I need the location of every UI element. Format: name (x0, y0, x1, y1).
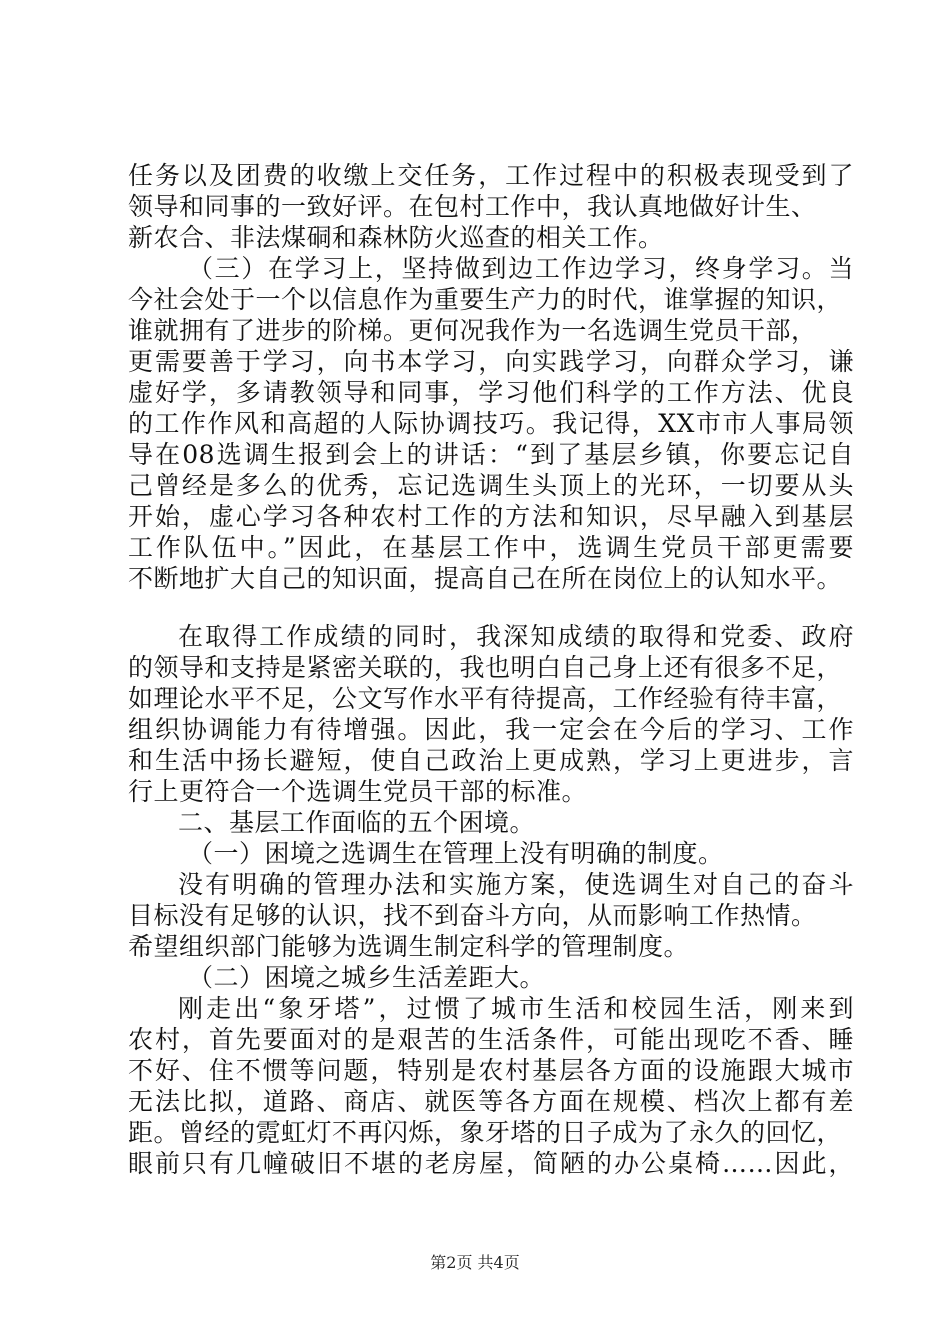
text-line: 更需要善于学习，向书本学习，向实践学习，向群众学习，谦 (128, 347, 854, 376)
text-line: 在取得工作成绩的同时，我深知成绩的取得和党委、政府 (178, 622, 854, 651)
text-line: 眼前只有几幢破旧不堪的老房屋，简陋的办公桌椅……因此， (128, 1149, 854, 1178)
text-line: 距。曾经的霓虹灯不再闪烁，象牙塔的日子成为了永久的回忆， (128, 1118, 843, 1147)
text-line: （三）在学习上，坚持做到边工作边学习，终身学习。当 (188, 254, 854, 283)
text-line: 的工作作风和高超的人际协调技巧。我记得，XX市市人事局领 (128, 409, 854, 438)
document-body (128, 160, 854, 1179)
text-line: 新农合、非法煤硐和森林防火巡查的相关工作。 (128, 223, 664, 252)
text-line: 无法比拟，道路、商店、就医等各方面在规模、档次上都有差 (128, 1087, 854, 1116)
text-line: 工作队伍中。”因此，在基层工作中，选调生党员干部更需要 (128, 533, 854, 562)
page-number-footer: 第2页 共4页 (430, 1253, 520, 1272)
subsection-heading: （一）困境之选调生在管理上没有明确的制度。 (188, 839, 724, 868)
text-line: 任务以及团费的收缴上交任务，工作过程中的积极表现受到了 (128, 161, 854, 190)
subsection-heading: （二）困境之城乡生活差距大。 (188, 963, 546, 992)
text-line: 刚走出“象牙塔”，过惯了城市生活和校园生活，刚来到 (178, 994, 854, 1023)
text-line: 的领导和支持是紧密关联的，我也明白自己身上还有很多不足， (128, 653, 843, 682)
text-line: 如理论水平不足，公文写作水平有待提高，工作经验有待丰富， (128, 684, 843, 713)
text-line: 领导和同事的一致好评。在包村工作中，我认真地做好计生、 (128, 192, 817, 221)
text-line: 行上更符合一个选调生党员干部的标准。 (128, 777, 588, 806)
text-line: 没有明确的管理办法和实施方案，使选调生对自己的奋斗 (178, 870, 854, 899)
text-line: 导在08选调生报到会上的讲话：“到了基层乡镇，你要忘记自 (128, 440, 854, 469)
text-line: 目标没有足够的认识，找不到奋斗方向，从而影响工作热情。 (128, 901, 817, 930)
text-line: 组织协调能力有待增强。因此，我一定会在今后的学习、工作 (128, 715, 854, 744)
paragraph-gap (128, 594, 854, 621)
text-line: 希望组织部门能够为选调生制定科学的管理制度。 (128, 932, 690, 961)
text-line: 虚好学，多请教领导和同事，学习他们科学的工作方法、优良 (128, 378, 854, 407)
text-line: 农村，首先要面对的是艰苦的生活条件，可能出现吃不香、睡 (128, 1025, 854, 1054)
section-heading: 二、基层工作面临的五个困境。 (178, 808, 536, 837)
text-line: 不好、住不惯等问题，特别是农村基层各方面的设施跟大城市 (128, 1056, 854, 1085)
text-line: 不断地扩大自己的知识面，提高自己在所在岗位上的认知水平。 (128, 564, 843, 593)
text-line: 谁就拥有了进步的阶梯。更何况我作为一名选调生党员干部， (128, 316, 817, 345)
text-line: 己曾经是多么的优秀，忘记选调生头顶上的光环，一切要从头 (128, 471, 854, 500)
text-line: 今社会处于一个以信息作为重要生产力的时代，谁掌握的知识， (128, 285, 843, 314)
text-line: 和生活中扬长避短，使自己政治上更成熟，学习上更进步，言 (128, 746, 854, 775)
text-line: 开始，虚心学习各种农村工作的方法和知识，尽早融入到基层 (128, 502, 854, 531)
